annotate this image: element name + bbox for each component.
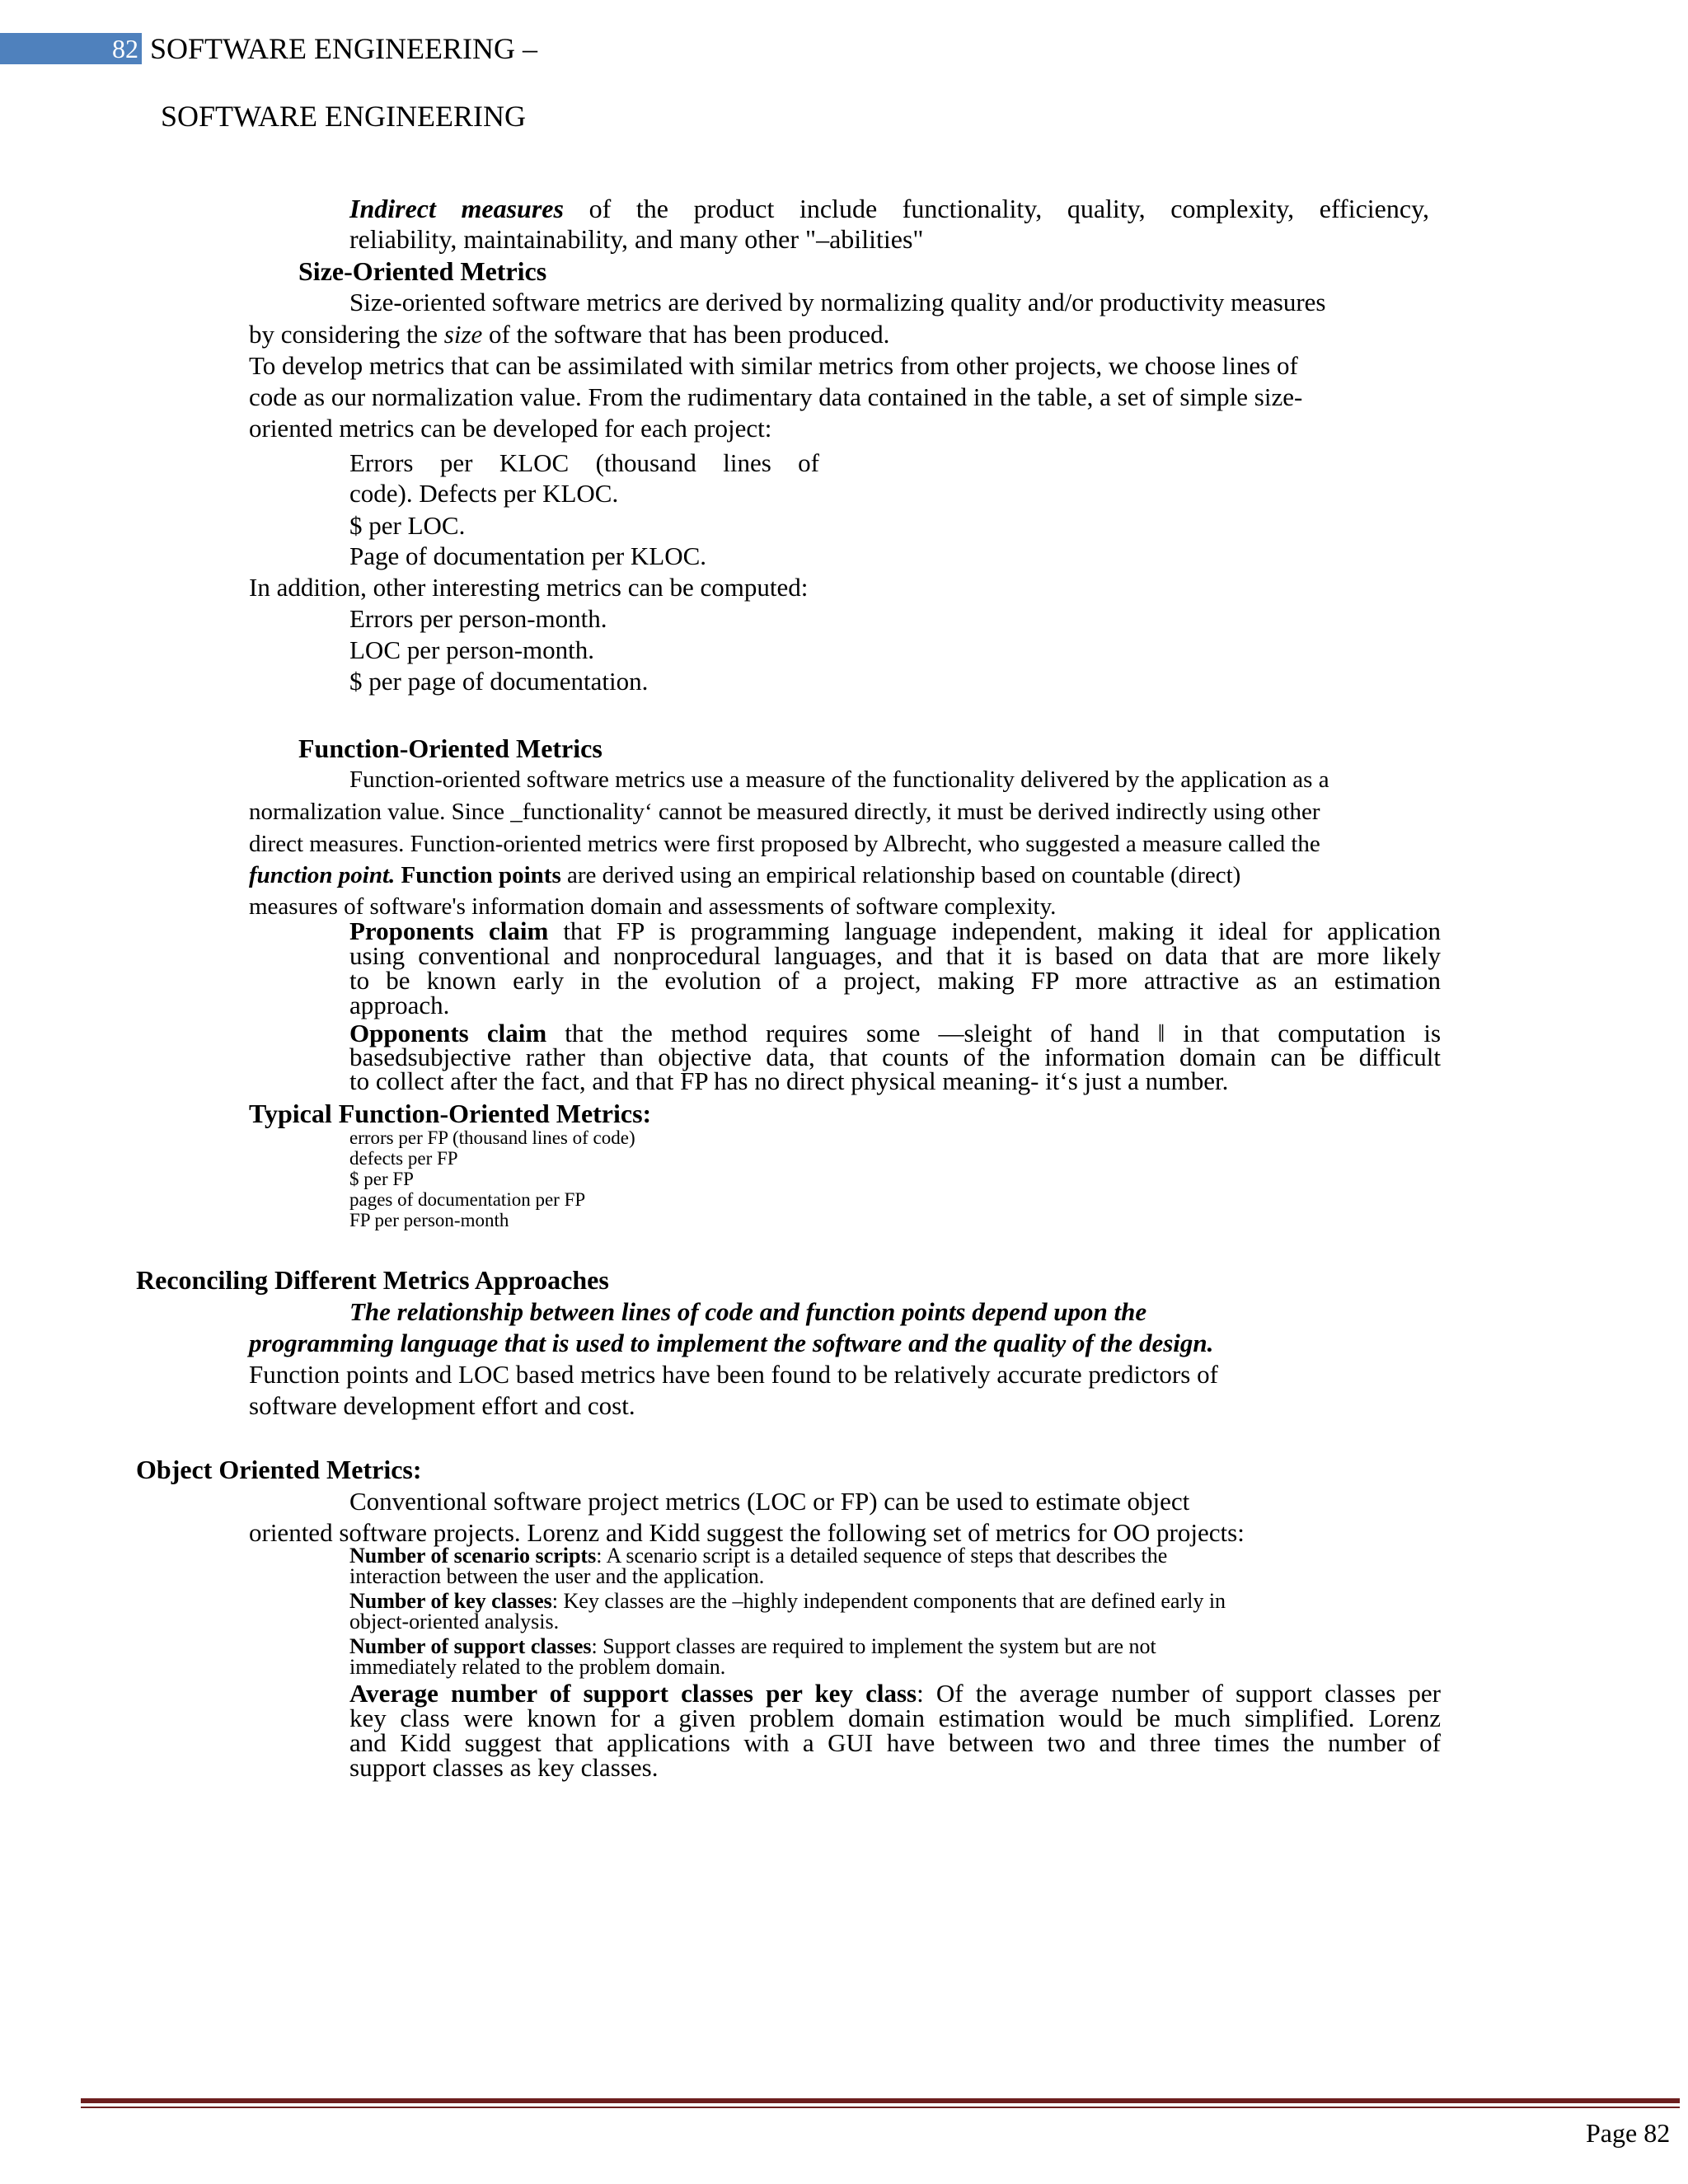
oo-line2: oriented software projects. Lorenz and Kidd suggest the following set of metrics for OO projects:	[249, 1518, 1245, 1547]
opponents-line2: basedsubjective rather than objective data, that counts of the information domain can be difficult	[349, 1043, 1441, 1071]
oo-avg-line1	[349, 1681, 1441, 1706]
running-title: SOFTWARE ENGINEERING –	[150, 32, 537, 65]
size-list2-item: Errors per person-month.	[349, 604, 607, 633]
size-p2-line1: To develop metrics that can be assimilated with similar metrics from other projects, we choose lines of	[249, 351, 1298, 380]
reconciling-heading: Reconciling Different Metrics Approaches	[136, 1265, 609, 1295]
typical-item: errors per FP (thousand lines of code)	[349, 1127, 635, 1148]
size-addition: In addition, other interesting metrics can be computed:	[249, 573, 809, 602]
fo-line5: measures of software's information domain and assessments of software complexity.	[249, 893, 1057, 920]
proponents-line3: to be known early in the evolution of a project, making FP more attractive as an estimation	[349, 966, 1441, 995]
proponents-line2: using conventional and nonprocedural languages, and that it is based on data that are more likely	[349, 941, 1441, 970]
typical-item: defects per FP	[349, 1148, 458, 1169]
support-classes-text: : Support classes are required to implement the system but are not	[591, 1634, 1156, 1658]
oo-avg-line3: and Kidd suggest that applications with a GUI have between two and three times the number of	[349, 1728, 1441, 1757]
size-p1-line1: Size-oriented software metrics are derived by normalizing quality and/or productivity measures	[349, 288, 1326, 316]
oo-scenario-line2: interaction between the user and the application.	[349, 1564, 765, 1588]
function-points-term: Function points	[401, 862, 561, 888]
opponents-line3: to collect after the fact, and that FP has no direct physical meaning- it‘s just a number.	[349, 1066, 1229, 1095]
footer-rule-thin	[81, 2107, 1680, 2108]
fo-line3: direct measures. Function-oriented metrics were first proposed by Albrecht, who suggested a measure called the	[249, 831, 1320, 857]
fo-line4-rest: are derived using an empirical relationship based on countable (direct)	[566, 862, 1241, 888]
scenario-scripts-label: Number of scenario scripts	[349, 1544, 597, 1568]
reconciling-emph-line2: programming language that is used to implement the software and the quality of the design.	[249, 1329, 1214, 1357]
size-list1-line4: Page of documentation per KLOC.	[349, 541, 707, 570]
page-number-badge: 82	[0, 33, 142, 64]
opponents-label: Opponents claim	[349, 1019, 547, 1047]
key-classes-text: : Key classes are the –highly independent components that are defined early in	[551, 1589, 1226, 1613]
typical-heading: Typical Function-Oriented Metrics:	[249, 1099, 652, 1128]
opponents-text: that the method requires some ―sleight of hand ‖ in that computation is	[565, 1019, 1442, 1047]
proponents-label: Proponents claim	[349, 916, 549, 945]
size-p1-line2-b: of the software that has been produced.	[489, 320, 890, 349]
size-list1-line2: code). Defects per KLOC.	[349, 479, 619, 508]
proponents-text: that FP is programming language independent, making it ideal for application	[563, 916, 1441, 945]
oo-avg-line2: key class were known for a given problem domain estimation would be much simplified. Lorenz	[349, 1704, 1441, 1732]
function-oriented-heading: Function-Oriented Metrics	[298, 733, 603, 763]
fo-line2: normalization value. Since _functionality‘ cannot be measured directly, it must be derived indirectly using other	[249, 799, 1320, 825]
support-classes-label: Number of support classes	[349, 1634, 592, 1658]
typical-item: pages of documentation per FP	[349, 1189, 586, 1210]
size-p1-line2-a: by considering the	[249, 320, 438, 349]
oo-key-line2: object-oriented analysis.	[349, 1610, 560, 1633]
oo-support-line2: immediately related to the problem domain.	[349, 1655, 726, 1679]
size-list2-item: LOC per person-month.	[349, 635, 595, 664]
proponents-line1	[349, 916, 1441, 945]
size-p2-line3: oriented metrics can be developed for each project:	[249, 414, 772, 443]
footer-rule-thick	[81, 2098, 1680, 2103]
size-list1-line1: Errors per KLOC (thousand lines of	[349, 448, 819, 477]
reconciling-line3: Function points and LOC based metrics have been found to be relatively accurate predictors of	[249, 1360, 1218, 1389]
intro-line-2: reliability, maintainability, and many other "–abilities"	[349, 224, 924, 254]
fo-line1: Function-oriented software metrics use a measure of the functionality delivered by the application as a	[349, 766, 1329, 793]
size-p1-line2	[249, 320, 889, 349]
size-list2-item: $ per page of documentation.	[349, 667, 649, 696]
intro-lead: Indirect measures	[349, 194, 564, 223]
page-subtitle: SOFTWARE ENGINEERING	[161, 100, 526, 133]
function-point-term: function point.	[249, 862, 396, 888]
scenario-scripts-text: : A scenario script is a detailed sequence of steps that describes the	[596, 1544, 1168, 1568]
typical-item: $ per FP	[349, 1169, 414, 1189]
object-oriented-heading: Object Oriented Metrics:	[136, 1455, 422, 1484]
typical-item: FP per person-month	[349, 1210, 509, 1230]
intro-line-1	[349, 194, 1429, 224]
footer-page-label: Page 82	[1586, 2118, 1671, 2148]
key-classes-label: Number of key classes	[349, 1589, 552, 1613]
intro-line-1-text: of the product include functionality, quality, complexity, efficiency,	[588, 194, 1430, 223]
size-p2-line2: code as our normalization value. From the rudimentary data contained in the table, a set of simple size-	[249, 382, 1303, 411]
oo-line1: Conventional software project metrics (LOC or FP) can be used to estimate object	[349, 1487, 1190, 1516]
size-list1-line3: $ per LOC.	[349, 511, 466, 540]
avg-support-text: : Of the average number of support classes per	[917, 1679, 1441, 1708]
fo-line4	[249, 862, 1240, 889]
size-word: size	[443, 320, 483, 349]
oo-avg-line4: support classes as key classes.	[349, 1753, 659, 1782]
reconciling-emph-line1: The relationship between lines of code and function points depend upon the	[349, 1297, 1147, 1326]
size-oriented-heading: Size-Oriented Metrics	[298, 256, 547, 286]
proponents-line4: approach.	[349, 991, 450, 1019]
reconciling-line4: software development effort and cost.	[249, 1391, 635, 1420]
avg-support-label: Average number of support classes per key class	[349, 1679, 917, 1708]
